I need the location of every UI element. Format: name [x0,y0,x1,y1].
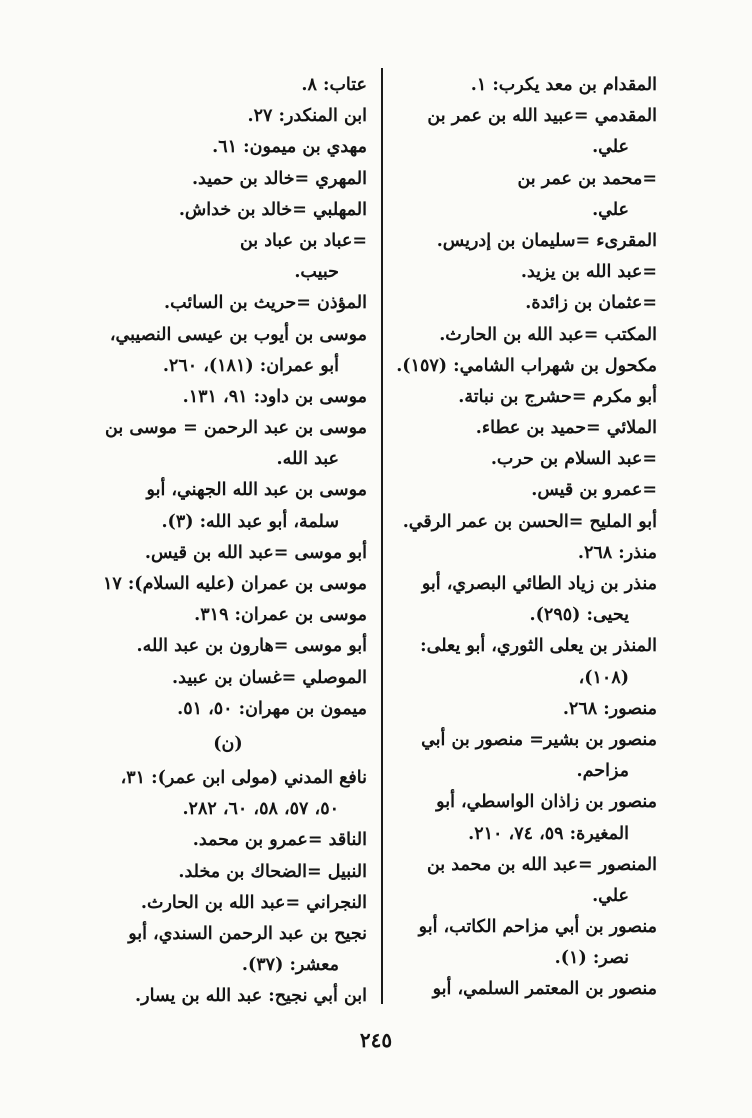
index-entry: =عبد السلام بن حرب. [490,449,657,470]
index-entry: المهلبي =خالد بن خداش. [178,199,367,220]
index-entry: عتاب: ٨. [301,75,367,95]
index-entry-continuation: حبيب. [294,262,339,283]
index-column-right [374,70,657,1006]
index-entry: الناقد =عمرو بن محمد. [192,830,367,851]
index-entry: منصور بن زاذان الواسطي، أبو [436,792,657,813]
index-entry: المنصور =عبد الله بن محمد بن [426,854,657,875]
index-entry-continuation: يحيى: (٢٩٥). [529,605,629,626]
index-entry: المهري =خالد بن حميد. [191,168,367,189]
index-entry: المكتب =عبد الله بن الحارث. [439,324,657,345]
index-entry: الملائي =حميد بن عطاء. [475,418,657,439]
index-entry: موسى بن أيوب بن عيسى النصيبي، [109,324,367,345]
index-entry: نافع المدني (مولى ابن عمر): ٣١، [120,767,367,788]
column-divider [381,68,383,1004]
index-entry: منصور بن بشير= منصور بن أبي [421,729,657,750]
index-entry: أبو المليح =الحسن بن عمر الرقي. [402,511,657,532]
index-entry-continuation: سلمة، أبو عبد الله: (٣). [161,511,339,532]
index-entry: منصور: ٢٦٨. [562,698,657,719]
index-entry: نجيح بن عبد الرحمن السندي، أبو [128,923,367,944]
page-number: ٢٤٥ [359,1028,393,1052]
index-entry: منذر: ٢٦٨. [577,542,657,563]
index-entry: =عمرو بن قيس. [531,480,657,501]
index-entry: =محمد بن عمر بن [517,168,657,189]
index-column-left [89,70,367,1012]
index-entry: المقرىء =سليمان بن إدريس. [436,230,657,251]
index-entry: ابن أبي نجيح: عبد الله بن يسار. [135,986,367,1007]
index-entry-continuation: أبو عمران: (١٨١)، ٢٦٠. [162,355,339,376]
index-entry: موسى بن داود: ٩١، ١٣١. [182,386,367,407]
index-entry-continuation: (١٠٨)، [578,667,629,688]
index-entry: النجراني =عبد الله بن الحارث. [140,892,367,913]
index-entry: =عباد بن عباد بن [239,230,367,251]
index-entry-continuation: مزاحم. [576,761,629,782]
index-entry: المقدمي =عبيد الله بن عمر بن [427,106,657,127]
index-entry: =عثمان بن زائدة. [525,293,657,314]
index-entry-continuation: عبد الله. [276,449,339,470]
index-entry: النبيل =الضحاك بن مخلد. [178,861,367,882]
index-entry: أبو موسى =عبد الله بن قيس. [144,542,367,563]
index-entry-continuation: علي. [592,199,629,220]
index-entry: موسى بن عمران: ٣١٩. [194,605,367,626]
index-entry-continuation: المغيرة: ٥٩، ٧٤، ٢١٠. [468,823,629,844]
index-entry: المنذر بن يعلى الثوري، أبو يعلى: [420,636,657,657]
index-entry-continuation: نصر: (١). [554,948,629,969]
index-entry: مكحول بن شهراب الشامي: (١٥٧). [396,355,657,376]
index-entry: ابن المنكدر: ٢٧. [247,106,367,127]
index-entry-continuation: علي. [592,885,629,906]
index-entry: مهدي بن ميمون: ٦١. [212,137,367,158]
index-entry: المقدام بن معد يكرب: ١. [470,75,657,95]
index-entry: موسى بن عمران (عليه السلام): ١٧ [102,574,367,594]
index-entry-continuation: معشر: (٣٧). [241,955,339,976]
index-entry: منذر بن زياد الطائي البصري، أبو [421,574,657,594]
index-entry: الموصلي =غسان بن عبيد. [172,667,367,688]
index-entry: أبو مكرم =حشرج بن نباتة. [458,386,657,407]
index-entry: المؤذن =حريث بن السائب. [164,293,367,314]
index-entry: موسى بن عبد الله الجهني، أبو [146,480,367,501]
section-letter-heading: (ن) [213,733,243,754]
index-entry: منصور بن أبي مزاحم الكاتب، أبو [418,917,657,938]
index-entry-continuation: علي. [592,137,629,158]
index-entry: أبو موسى =هارون بن عبد الله. [136,636,367,657]
index-entry: موسى بن عبد الرحمن = موسى بن [105,418,367,439]
index-entry: ميمون بن مهران: ٥٠، ٥١. [177,698,367,719]
index-entry-continuation: ٥٠، ٥٧، ٥٨، ٦٠، ٢٨٢. [182,799,339,820]
index-entry: منصور بن المعتمر السلمي، أبو [432,979,657,1000]
index-entry: =عبد الله بن يزيد. [520,262,657,283]
